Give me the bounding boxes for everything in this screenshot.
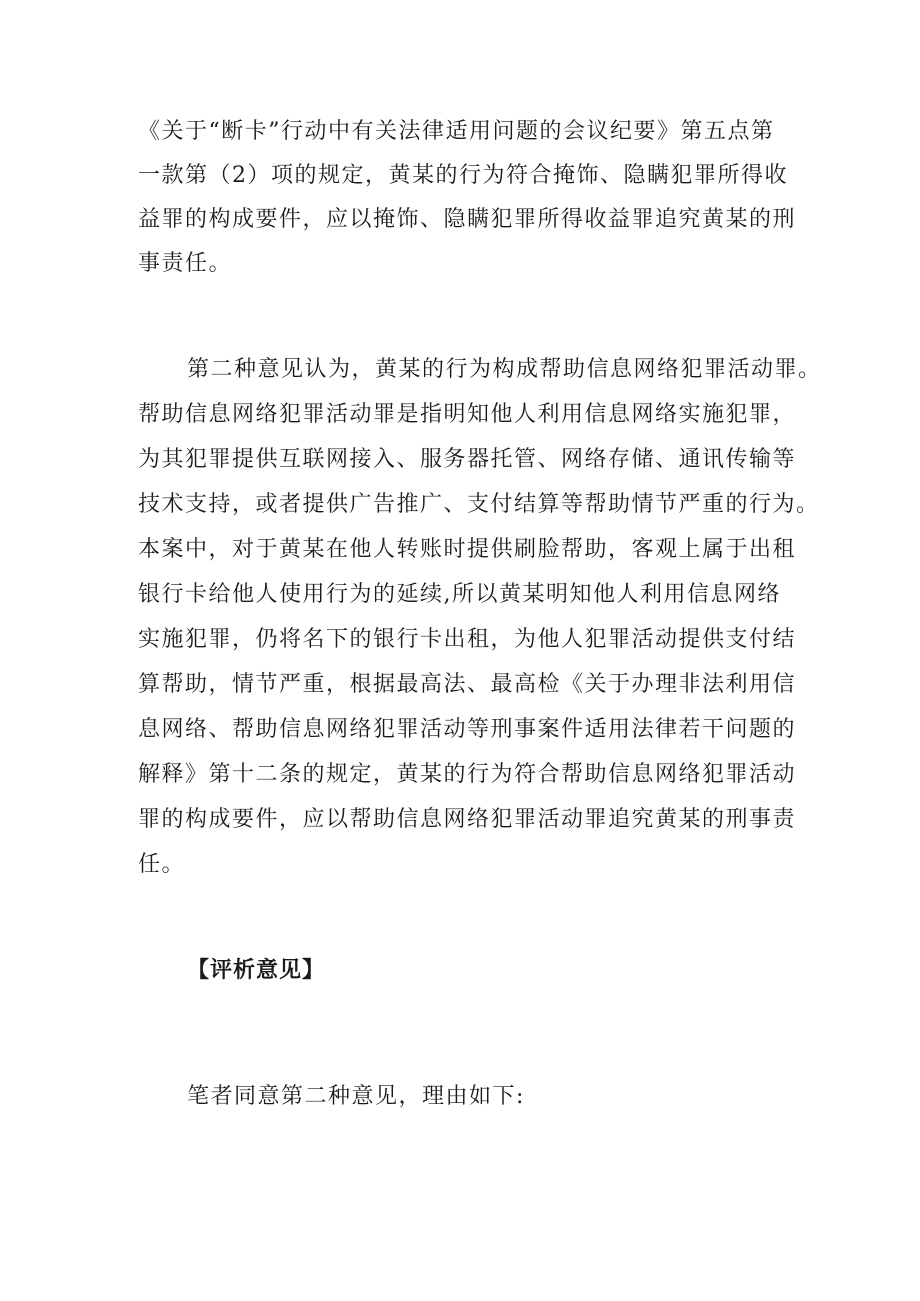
paragraph-2-line-1: 第二种意见认为，黄某的行为构成帮助信息网络犯罪活动罪。 bbox=[187, 357, 822, 382]
section-heading: 【评析意见】 bbox=[187, 957, 326, 983]
paragraph-1-line-3: 益罪的构成要件，应以掩饰、隐瞒犯罪所得收益罪追究黄某的刑 bbox=[138, 207, 797, 232]
paragraph-2-line-4: 技术支持，或者提供广告推广、支付结算等帮助情节严重的行为。 bbox=[138, 492, 820, 517]
paragraph-1-line-4: 事责任。 bbox=[138, 251, 233, 276]
paragraph-2-line-2: 帮助信息网络犯罪活动罪是指明知他人利用信息网络实施犯罪， bbox=[138, 402, 797, 427]
paragraph-2-line-10: 解释》第十二条的规定，黄某的行为符合帮助信息网络犯罪活动 bbox=[138, 762, 797, 787]
paragraph-2-line-8: 算帮助，情节严重，根据最高法、最高检《关于办理非法利用信 bbox=[138, 672, 797, 697]
paragraph-3-line-1: 笔者同意第二种意见，理由如下: bbox=[187, 1084, 525, 1109]
paragraph-1-line-1: 《关于“断卡”行动中有关法律适用问题的会议纪要》第五点第 bbox=[138, 119, 775, 144]
paragraph-1-line-2: 一款第（2）项的规定，黄某的行为符合掩饰、隐瞒犯罪所得收 bbox=[138, 163, 788, 188]
paragraph-2-line-5: 本案中，对于黄某在他人转账时提供刷脸帮助，客观上属于出租 bbox=[138, 537, 797, 562]
paragraph-2-line-3: 为其犯罪提供互联网接入、服务器托管、网络存储、通讯传输等 bbox=[138, 447, 797, 472]
paragraph-2-line-7: 实施犯罪，仍将名下的银行卡出租，为他人犯罪活动提供支付结 bbox=[138, 627, 797, 652]
paragraph-2-line-9: 息网络、帮助信息网络犯罪活动等刑事案件适用法律若干问题的 bbox=[138, 717, 797, 742]
paragraph-2-line-6: 银行卡给他人使用行为的延续,所以黄某明知他人利用信息网络 bbox=[138, 582, 781, 607]
paragraph-2-line-12: 任。 bbox=[138, 852, 186, 877]
paragraph-2-line-11: 罪的构成要件，应以帮助信息网络犯罪活动罪追究黄某的刑事责 bbox=[138, 807, 797, 832]
